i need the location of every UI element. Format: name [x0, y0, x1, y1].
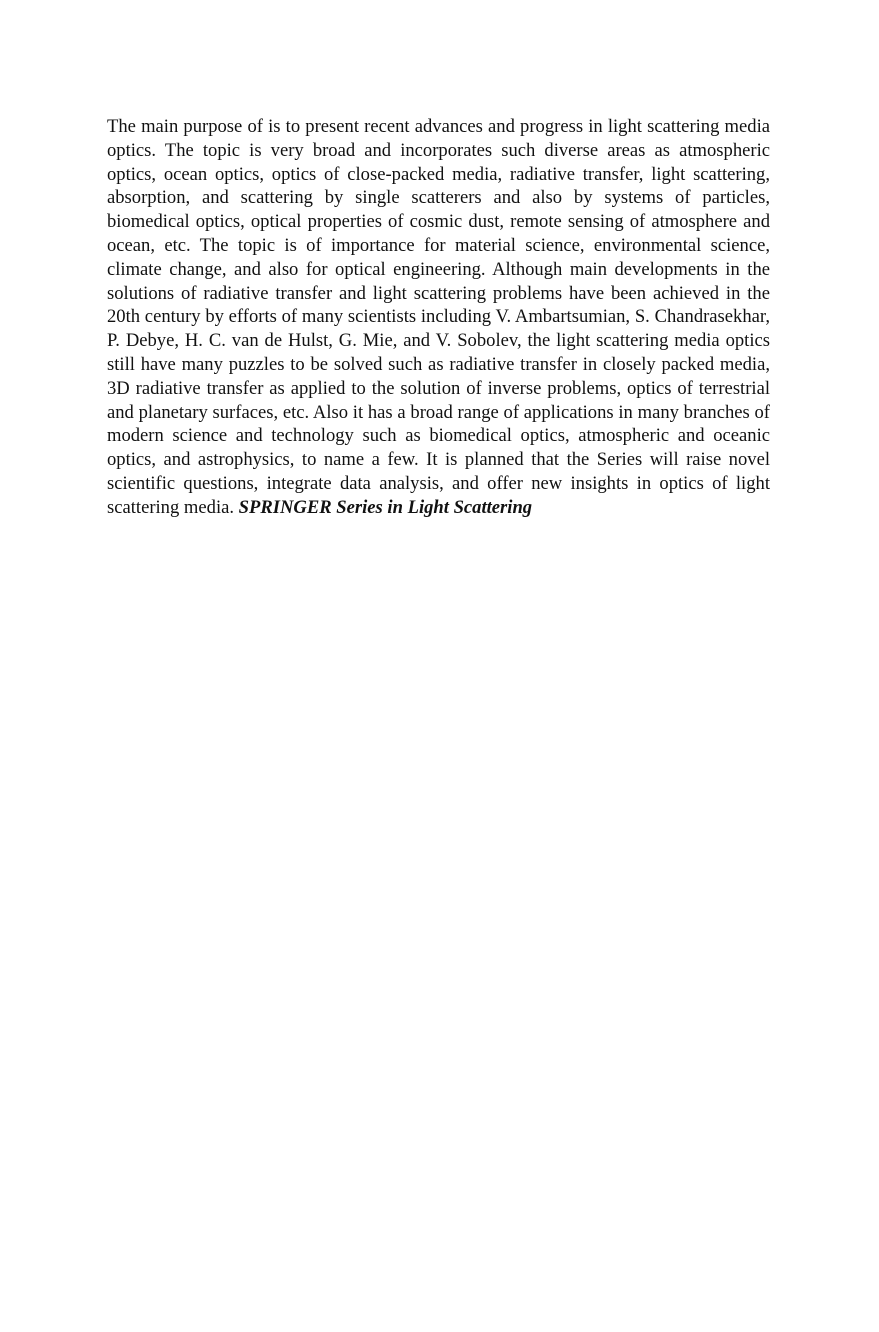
- series-name: SPRINGER Series in Light Scattering: [238, 496, 533, 518]
- series-description-paragraph: [107, 115, 770, 520]
- description-body-text: The main purpose of is to present recent advances and progress in light scattering media optics. The topic is very broad and incorporates such diverse areas as atmospheric optics, ocean optics, optics of close-packed media, radiative transfer, light scattering, absorption, and scattering by single scatterers and also by systems of particles, biomedical optics, optical properties of cosmic dust, remote sensing of atmosphere and ocean, etc. The topic is of importance for material science, environmental science, climate change, and also for optical engineering. Although main developments in the solutions of radiative transfer and light scattering problems have been achieved in the 20th century by efforts of many scientists including V. Ambartsumian, S. Chandrasekhar, P. Debye, H. C. van de Hulst, G. Mie, and V. Sobolev, the light scattering media optics still have many puzzles to be solved such as radiative transfer in closely packed media, 3D radiative transfer as applied to the solution of inverse problems, optics of terrestrial and planetary surfaces, etc. Also it has a broad range of applications in many branches of modern science and technology such as biomedical optics, atmospheric and oceanic optics, and astrophysics, to name a few. It is planned that the Series will raise novel scientific questions, integrate data analysis, and offer new insights in optics of light scattering media.: [107, 116, 770, 518]
